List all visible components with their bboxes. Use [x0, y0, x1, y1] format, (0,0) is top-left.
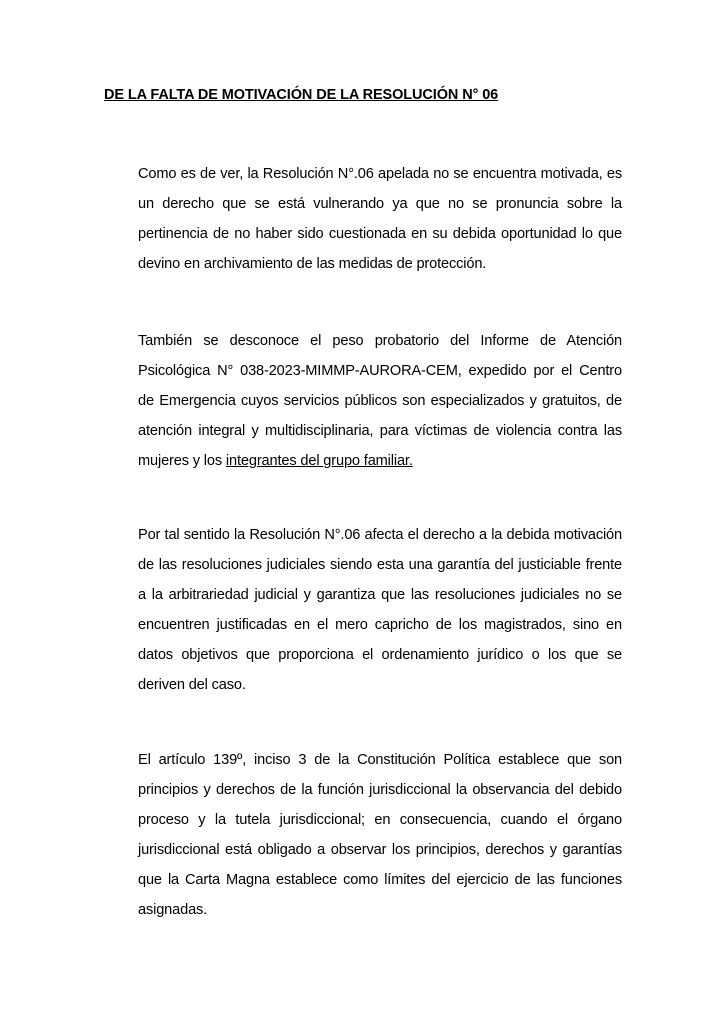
paragraph-constitution-article	[138, 745, 622, 925]
paragraph-due-motivation	[138, 520, 622, 700]
paragraph-motivation	[138, 159, 622, 279]
underlined-phrase: integrantes del grupo familiar.	[225, 453, 413, 469]
section-heading: DE LA FALTA DE MOTIVACIÓN DE LA RESOLUCIÓN N° 06	[104, 87, 499, 103]
paragraph-text: Como es de ver, la Resolución N°.06 apelada no se encuentra motivada, es un derecho que se está vulnerando ya que no se pronuncia sobre la pertinencia de no haber sido cuestionada en su debida oportunidad lo que devino en archivamiento de las medidas de protección.	[138, 166, 622, 272]
paragraph-text: El artículo 139º, inciso 3 de la Constitución Política establece que son principios y derechos de la función jurisdiccional la observancia del debido proceso y la tutela jurisdiccional; en consecuencia, cuando el órgano jurisdiccional está obligado a observar los principios, derechos y garantías que la Carta Magna establece como límites del ejercicio de las funciones asignadas.	[138, 752, 622, 918]
paragraph-text: También se desconoce el peso probatorio del Informe de Atención Psicológica N° 038-2023-MIMMP-AURORA-CEM, expedido por el Centro de Emergencia cuyos servicios públicos son especializados y gratuitos, de atención integral y multidisciplinaria, para víctimas de violencia contra las mujeres y los	[138, 333, 622, 469]
paragraph-psychological-report	[138, 326, 622, 476]
paragraph-text: Por tal sentido la Resolución N°.06 afecta el derecho a la debida motivación de las resoluciones judiciales siendo esta una garantía del justiciable frente a la arbitrariedad judicial y garantiza que las resoluciones judiciales no se encuentren justificadas en el mero capricho de los magistrados, sino en datos objetivos que proporciona el ordenamiento jurídico o los que se deriven del caso.	[138, 527, 622, 693]
